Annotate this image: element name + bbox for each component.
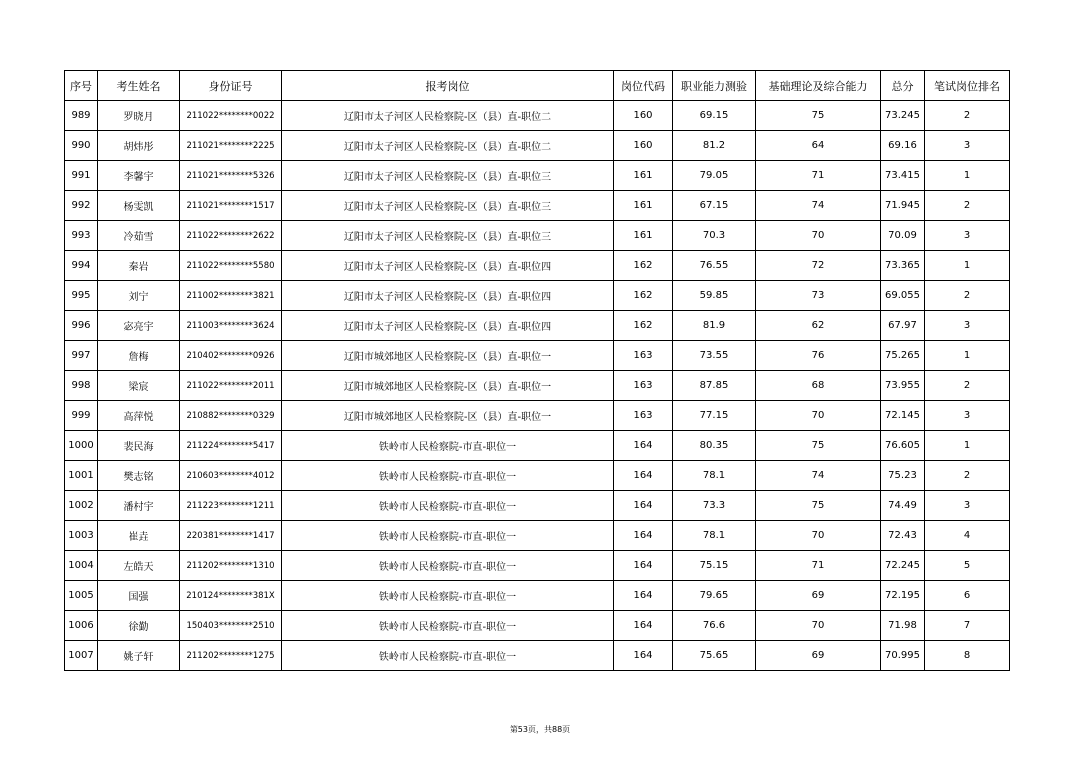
col-position-cell: 铁岭市人民检察院-市直-职位一 [282, 431, 614, 461]
col-id-number-cell: 211021********1517 [180, 191, 282, 221]
col-total-cell: 69.16 [881, 131, 925, 161]
col-serial-cell: 1005 [65, 581, 98, 611]
col-total-cell: 73.245 [881, 101, 925, 131]
col-id-number-cell: 210603********4012 [180, 461, 282, 491]
col-position-code-cell: 164 [614, 431, 673, 461]
col-serial-cell: 989 [65, 101, 98, 131]
col-name-cell: 李馨宇 [98, 161, 180, 191]
col-rank-cell: 1 [925, 431, 1010, 461]
col-position-cell: 辽阳市城郊地区人民检察院-区（县）直-职位一 [282, 341, 614, 371]
col-rank-cell: 2 [925, 371, 1010, 401]
col-id-number-cell: 210124********381X [180, 581, 282, 611]
col-total-cell: 74.49 [881, 491, 925, 521]
col-rank-cell: 5 [925, 551, 1010, 581]
table-row [65, 521, 1010, 551]
col-id-number-cell: 211022********2622 [180, 221, 282, 251]
col-aptitude-test-cell: 69.15 [673, 101, 756, 131]
col-aptitude-test-cell: 78.1 [673, 521, 756, 551]
col-position-code-cell: 164 [614, 461, 673, 491]
col-aptitude-test-cell: 70.3 [673, 221, 756, 251]
col-serial-cell: 991 [65, 161, 98, 191]
col-aptitude-test-cell: 75.65 [673, 641, 756, 671]
col-total-cell: 73.365 [881, 251, 925, 281]
col-position-cell: 铁岭市人民检察院-市直-职位一 [282, 641, 614, 671]
col-total-header: 总分 [881, 71, 925, 101]
col-serial-cell: 1004 [65, 551, 98, 581]
col-position-cell: 铁岭市人民检察院-市直-职位一 [282, 491, 614, 521]
col-rank-header: 笔试岗位排名 [925, 71, 1010, 101]
table-row [65, 281, 1010, 311]
col-aptitude-test-cell: 76.55 [673, 251, 756, 281]
col-rank-cell: 8 [925, 641, 1010, 671]
col-serial-cell: 1007 [65, 641, 98, 671]
col-serial-cell: 1001 [65, 461, 98, 491]
col-theory-test-cell: 64 [756, 131, 881, 161]
table-row [65, 641, 1010, 671]
col-id-number-cell: 211021********5326 [180, 161, 282, 191]
col-theory-test-cell: 75 [756, 101, 881, 131]
col-position-cell: 铁岭市人民检察院-市直-职位一 [282, 611, 614, 641]
col-id-number-cell: 150403********2510 [180, 611, 282, 641]
table-row [65, 311, 1010, 341]
col-rank-cell: 3 [925, 311, 1010, 341]
table-row [65, 161, 1010, 191]
col-aptitude-test-cell: 81.2 [673, 131, 756, 161]
col-aptitude-test-cell: 80.35 [673, 431, 756, 461]
col-position-code-cell: 160 [614, 101, 673, 131]
col-position-cell: 辽阳市太子河区人民检察院-区（县）直-职位二 [282, 101, 614, 131]
table-row [65, 191, 1010, 221]
col-total-cell: 75.265 [881, 341, 925, 371]
col-aptitude-test-cell: 79.05 [673, 161, 756, 191]
col-rank-cell: 7 [925, 611, 1010, 641]
col-id-number-cell: 211202********1275 [180, 641, 282, 671]
col-position-code-cell: 161 [614, 161, 673, 191]
col-name-cell: 秦岩 [98, 251, 180, 281]
col-aptitude-test-cell: 59.85 [673, 281, 756, 311]
col-theory-test-cell: 74 [756, 461, 881, 491]
col-theory-test-cell: 73 [756, 281, 881, 311]
table-row [65, 341, 1010, 371]
col-id-number-cell: 211223********1211 [180, 491, 282, 521]
col-total-cell: 71.945 [881, 191, 925, 221]
table-row [65, 221, 1010, 251]
col-rank-cell: 3 [925, 491, 1010, 521]
col-id-number-cell: 210882********0329 [180, 401, 282, 431]
col-rank-cell: 1 [925, 161, 1010, 191]
col-total-cell: 72.145 [881, 401, 925, 431]
table-row [65, 131, 1010, 161]
col-total-cell: 71.98 [881, 611, 925, 641]
table-row [65, 401, 1010, 431]
col-total-cell: 76.605 [881, 431, 925, 461]
col-position-code-cell: 164 [614, 581, 673, 611]
col-position-cell: 铁岭市人民检察院-市直-职位一 [282, 551, 614, 581]
col-serial-cell: 997 [65, 341, 98, 371]
col-aptitude-test-cell: 75.15 [673, 551, 756, 581]
col-id-number-cell: 210402********0926 [180, 341, 282, 371]
col-name-cell: 崔垚 [98, 521, 180, 551]
col-serial-cell: 1003 [65, 521, 98, 551]
col-id-number-cell: 211202********1310 [180, 551, 282, 581]
col-position-code-cell: 160 [614, 131, 673, 161]
table-header-row [65, 71, 1010, 101]
col-aptitude-test-header: 职业能力测验 [673, 71, 756, 101]
col-position-code-cell: 164 [614, 641, 673, 671]
col-serial-cell: 993 [65, 221, 98, 251]
col-serial-header: 序号 [65, 71, 98, 101]
col-total-cell: 67.97 [881, 311, 925, 341]
col-theory-test-cell: 69 [756, 581, 881, 611]
col-theory-test-cell: 75 [756, 431, 881, 461]
col-rank-cell: 3 [925, 131, 1010, 161]
col-name-cell: 冷茹雪 [98, 221, 180, 251]
table-row [65, 611, 1010, 641]
col-aptitude-test-cell: 73.3 [673, 491, 756, 521]
col-rank-cell: 6 [925, 581, 1010, 611]
table-row [65, 551, 1010, 581]
col-serial-cell: 1002 [65, 491, 98, 521]
col-rank-cell: 2 [925, 101, 1010, 131]
col-position-code-cell: 164 [614, 521, 673, 551]
col-position-cell: 辽阳市太子河区人民检察院-区（县）直-职位三 [282, 221, 614, 251]
col-name-cell: 罗晓月 [98, 101, 180, 131]
col-id-number-cell: 211022********0022 [180, 101, 282, 131]
col-serial-cell: 996 [65, 311, 98, 341]
col-name-cell: 徐勤 [98, 611, 180, 641]
col-serial-cell: 994 [65, 251, 98, 281]
col-theory-test-header: 基础理论及综合能力 [756, 71, 881, 101]
col-position-code-header: 岗位代码 [614, 71, 673, 101]
col-aptitude-test-cell: 87.85 [673, 371, 756, 401]
col-name-cell: 宓亮宇 [98, 311, 180, 341]
col-theory-test-cell: 68 [756, 371, 881, 401]
col-id-number-cell: 211002********3821 [180, 281, 282, 311]
col-id-number-cell: 211003********3624 [180, 311, 282, 341]
col-id-number-cell: 211021********2225 [180, 131, 282, 161]
col-aptitude-test-cell: 79.65 [673, 581, 756, 611]
col-theory-test-cell: 62 [756, 311, 881, 341]
col-name-cell: 国强 [98, 581, 180, 611]
col-theory-test-cell: 75 [756, 491, 881, 521]
col-theory-test-cell: 69 [756, 641, 881, 671]
col-serial-cell: 995 [65, 281, 98, 311]
col-name-cell: 姚子轩 [98, 641, 180, 671]
score-table [64, 70, 1010, 671]
col-position-cell: 辽阳市城郊地区人民检察院-区（县）直-职位一 [282, 371, 614, 401]
col-id-number-cell: 211022********5580 [180, 251, 282, 281]
col-theory-test-cell: 70 [756, 521, 881, 551]
col-position-code-cell: 163 [614, 341, 673, 371]
col-position-cell: 辽阳市太子河区人民检察院-区（县）直-职位二 [282, 131, 614, 161]
col-name-cell: 詹梅 [98, 341, 180, 371]
col-name-cell: 梁宸 [98, 371, 180, 401]
col-rank-cell: 1 [925, 341, 1010, 371]
col-position-code-cell: 163 [614, 371, 673, 401]
col-rank-cell: 1 [925, 251, 1010, 281]
col-name-cell: 胡炜彤 [98, 131, 180, 161]
col-id-number-cell: 220381********1417 [180, 521, 282, 551]
col-rank-cell: 3 [925, 221, 1010, 251]
col-name-cell: 左皓天 [98, 551, 180, 581]
col-position-cell: 辽阳市太子河区人民检察院-区（县）直-职位三 [282, 191, 614, 221]
col-position-cell: 铁岭市人民检察院-市直-职位一 [282, 581, 614, 611]
col-position-cell: 辽阳市太子河区人民检察院-区（县）直-职位四 [282, 281, 614, 311]
col-id-number-cell: 211224********5417 [180, 431, 282, 461]
col-name-cell: 潘村宇 [98, 491, 180, 521]
col-total-cell: 75.23 [881, 461, 925, 491]
col-name-cell: 裴民海 [98, 431, 180, 461]
col-position-cell: 铁岭市人民检察院-市直-职位一 [282, 521, 614, 551]
table-row [65, 491, 1010, 521]
table-row [65, 101, 1010, 131]
col-position-code-cell: 162 [614, 281, 673, 311]
page-number: 第53页，共88页 [509, 725, 571, 734]
col-aptitude-test-cell: 81.9 [673, 311, 756, 341]
col-total-cell: 70.995 [881, 641, 925, 671]
col-aptitude-test-cell: 78.1 [673, 461, 756, 491]
col-position-code-cell: 162 [614, 251, 673, 281]
col-id-number-cell: 211022********2011 [180, 371, 282, 401]
col-name-cell: 刘宁 [98, 281, 180, 311]
table-row [65, 461, 1010, 491]
col-serial-cell: 999 [65, 401, 98, 431]
col-total-cell: 73.415 [881, 161, 925, 191]
col-position-cell: 辽阳市城郊地区人民检察院-区（县）直-职位一 [282, 401, 614, 431]
col-position-cell: 铁岭市人民检察院-市直-职位一 [282, 461, 614, 491]
col-position-cell: 辽阳市太子河区人民检察院-区（县）直-职位三 [282, 161, 614, 191]
col-theory-test-cell: 70 [756, 401, 881, 431]
col-theory-test-cell: 70 [756, 611, 881, 641]
col-position-cell: 辽阳市太子河区人民检察院-区（县）直-职位四 [282, 251, 614, 281]
col-total-cell: 69.055 [881, 281, 925, 311]
col-position-code-cell: 164 [614, 611, 673, 641]
col-name-header: 考生姓名 [98, 71, 180, 101]
col-serial-cell: 992 [65, 191, 98, 221]
col-rank-cell: 2 [925, 461, 1010, 491]
col-total-cell: 72.195 [881, 581, 925, 611]
col-rank-cell: 3 [925, 401, 1010, 431]
col-aptitude-test-cell: 67.15 [673, 191, 756, 221]
col-rank-cell: 4 [925, 521, 1010, 551]
col-theory-test-cell: 74 [756, 191, 881, 221]
table-row [65, 431, 1010, 461]
table-row [65, 251, 1010, 281]
col-position-code-cell: 161 [614, 221, 673, 251]
col-id-number-header: 身份证号 [180, 71, 282, 101]
col-position-code-cell: 162 [614, 311, 673, 341]
table-body [65, 101, 1010, 671]
col-serial-cell: 990 [65, 131, 98, 161]
col-total-cell: 72.43 [881, 521, 925, 551]
col-position-code-cell: 163 [614, 401, 673, 431]
col-theory-test-cell: 72 [756, 251, 881, 281]
col-position-header: 报考岗位 [282, 71, 614, 101]
col-position-code-cell: 164 [614, 491, 673, 521]
col-theory-test-cell: 76 [756, 341, 881, 371]
col-serial-cell: 1000 [65, 431, 98, 461]
col-aptitude-test-cell: 76.6 [673, 611, 756, 641]
table-row [65, 371, 1010, 401]
col-name-cell: 樊志铭 [98, 461, 180, 491]
col-theory-test-cell: 71 [756, 551, 881, 581]
col-rank-cell: 2 [925, 191, 1010, 221]
col-aptitude-test-cell: 77.15 [673, 401, 756, 431]
col-position-code-cell: 161 [614, 191, 673, 221]
col-position-cell: 辽阳市太子河区人民检察院-区（县）直-职位四 [282, 311, 614, 341]
col-name-cell: 杨雯凯 [98, 191, 180, 221]
col-aptitude-test-cell: 73.55 [673, 341, 756, 371]
col-total-cell: 73.955 [881, 371, 925, 401]
col-total-cell: 70.09 [881, 221, 925, 251]
col-serial-cell: 998 [65, 371, 98, 401]
col-rank-cell: 2 [925, 281, 1010, 311]
col-total-cell: 72.245 [881, 551, 925, 581]
col-serial-cell: 1006 [65, 611, 98, 641]
col-name-cell: 高萍悦 [98, 401, 180, 431]
col-theory-test-cell: 71 [756, 161, 881, 191]
col-theory-test-cell: 70 [756, 221, 881, 251]
col-position-code-cell: 164 [614, 551, 673, 581]
table-row [65, 581, 1010, 611]
